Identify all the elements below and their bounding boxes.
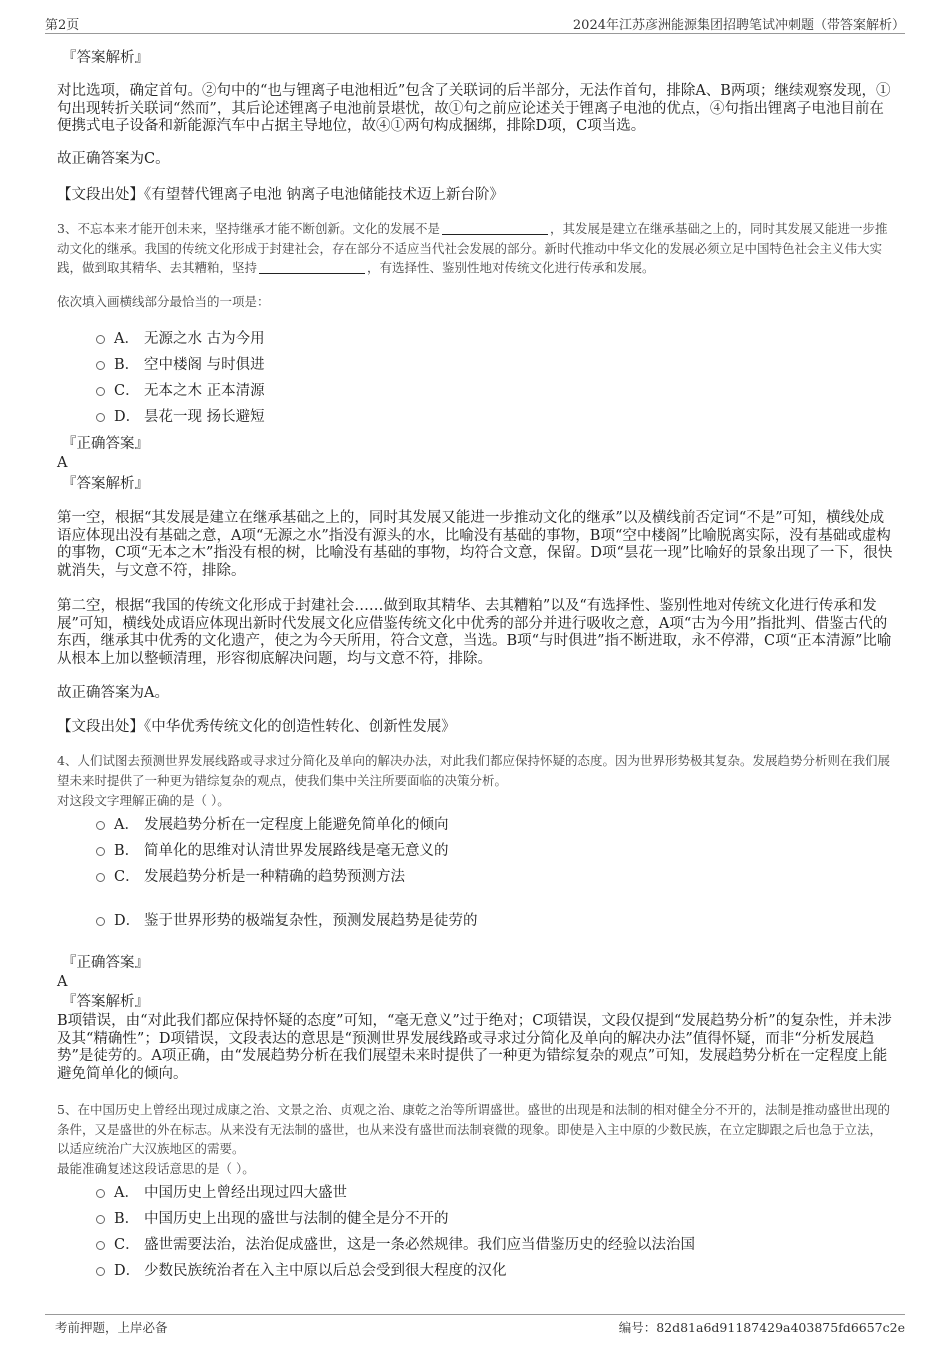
q2-conclusion: 故正确答案为C。 bbox=[57, 151, 170, 167]
q3-option-a[interactable] bbox=[96, 328, 265, 350]
q4-option-c[interactable] bbox=[96, 866, 405, 888]
option-text: 空中楼阁 与时俱进 bbox=[144, 357, 265, 373]
radio-icon[interactable] bbox=[96, 361, 105, 370]
option-text: 中国历史上出现的盛世与法制的健全是分不开的 bbox=[144, 1211, 449, 1227]
radio-icon[interactable] bbox=[96, 335, 105, 344]
q5-prompt: 最能准确复述这段话意思的是（ ）。 bbox=[57, 1161, 255, 1176]
q4-answer-label: 『正确答案』 bbox=[62, 955, 149, 971]
option-letter: A． bbox=[114, 817, 139, 833]
option-text: 无本之木 正本清源 bbox=[144, 383, 265, 399]
q2-source: 【文段出处】《有望替代锂离子电池 钠离子电池储能技术迈上新台阶》 bbox=[57, 187, 504, 203]
option-letter: A． bbox=[114, 331, 139, 347]
q3-analysis-label: 『答案解析』 bbox=[62, 476, 149, 492]
q3-stem-part-1: 3、不忘本来才能开创未来，坚持继承才能不断创新。文化的发展不是 bbox=[57, 221, 440, 236]
option-text: 无源之水 古为今用 bbox=[144, 331, 265, 347]
q4-option-a[interactable] bbox=[96, 814, 449, 836]
option-letter: D． bbox=[114, 409, 141, 425]
option-letter: B． bbox=[114, 1211, 140, 1227]
option-letter: C． bbox=[114, 869, 140, 885]
q3-answer-label: 『正确答案』 bbox=[62, 436, 149, 452]
q3-stem-part-3: ，有选择性、鉴别性地对传统文化进行传承和发展。 bbox=[367, 260, 655, 276]
option-text: 鉴于世界形势的极端复杂性，预测发展趋势是徒劳的 bbox=[144, 913, 478, 929]
q4-answer: A bbox=[57, 974, 68, 990]
footer-slogan: 考前押题，上岸必备 bbox=[55, 1320, 168, 1335]
radio-icon[interactable] bbox=[96, 1267, 105, 1276]
option-letter: B． bbox=[114, 357, 140, 373]
q5-option-c[interactable] bbox=[96, 1234, 695, 1256]
q3-source: 【文段出处】《中华优秀传统文化的创造性转化、创新性发展》 bbox=[57, 719, 456, 735]
q3-analysis-p1: 第一空，根据“其发展是建立在继承基础之上的，同时其发展又能进一步推动文化的继承”以及横线前否定词“不是”可知，横线处成语应体现出没有基础之意，A项“无源之水”指没有源头的水，比喻没有基础的事物，B项“空中楼阁”比喻脱离实际，没有基础或虚构的事物，C项“无本之木”指没有根的树，比喻没有基础的事物，均符合文意，保留。D项“昙花一现”比喻好的景象出现了一下，很快就消失，与文意不符，排除。 bbox=[57, 510, 893, 579]
q3-answer: A bbox=[57, 455, 68, 471]
page-number: 第2页 bbox=[45, 18, 80, 33]
document-id: 编号：82d81a6d91187429a403875fd6657c2e bbox=[618, 1320, 905, 1335]
q5-option-a[interactable] bbox=[96, 1182, 347, 1204]
q4-option-d[interactable] bbox=[96, 910, 478, 932]
option-text: 昙花一现 扬长避短 bbox=[144, 409, 265, 425]
page-header bbox=[45, 12, 905, 34]
radio-icon[interactable] bbox=[96, 917, 105, 926]
q4-analysis-text: B项错误，由“对此我们都应保持怀疑的态度”可知，“毫无意义”过于绝对；C项错误，文段仅提到“发展趋势分析”的复杂性，并未涉及其“精确性”；D项错误，文段表达的意思是“预测世界发展线路或寻求过分简化及单向的解决办法”值得怀疑，而非“分析发展趋势”是徒劳的。A项正确，由“发展趋势分析在我们展望未来时提供了一种更为错综复杂的观点”可知，发展趋势分析在一定程度上能避免简单化的倾向。 bbox=[57, 1013, 892, 1082]
page-footer bbox=[45, 1314, 905, 1335]
radio-icon[interactable] bbox=[96, 1215, 105, 1224]
option-text: 盛世需要法治，法治促成盛世，这是一条必然规律。我们应当借鉴历史的经验以法治国 bbox=[144, 1237, 695, 1253]
q2-analysis-label: 『答案解析』 bbox=[62, 50, 149, 66]
option-text: 发展趋势分析是一种精确的趋势预测方法 bbox=[144, 869, 405, 885]
q3-option-d[interactable] bbox=[96, 406, 265, 428]
q3-blank-1 bbox=[442, 223, 548, 235]
q3-option-b[interactable] bbox=[96, 354, 265, 376]
q3-prompt: 依次填入画横线部分最恰当的一项是： bbox=[57, 294, 270, 309]
q4-prompt: 对这段文字理解正确的是（ ）。 bbox=[57, 793, 230, 808]
radio-icon[interactable] bbox=[96, 821, 105, 830]
option-letter: D． bbox=[114, 913, 141, 929]
radio-icon[interactable] bbox=[96, 1241, 105, 1250]
q3-blank-2 bbox=[259, 262, 365, 274]
option-text: 简单化的思维对认清世界发展路线是毫无意义的 bbox=[144, 843, 449, 859]
radio-icon[interactable] bbox=[96, 1189, 105, 1198]
q4-option-b[interactable] bbox=[96, 840, 449, 862]
option-text: 中国历史上曾经出现过四大盛世 bbox=[144, 1185, 347, 1201]
q3-stem-part-2: ，其发展是建立在继承基础之上的，同时其发展又能进一步推动文化的继承。我国的传统文化形成于封建社会，存在部分不适应当代社会发展的部分。新时代推动中华文化的发展必须立足中国特色社会主义伟大实践，做到取其精华、去其糟粕，坚持 bbox=[57, 221, 888, 276]
q2-analysis-text: 对比选项，确定首句。②句中的“也与锂离子电池相近”包含了关联词的后半部分，无法作首句，排除A、B两项；继续观察发现，①句出现转折关联词“然而”，其后论述锂离子电池前景堪忧，故①句之前应论述关于锂离子电池的优点，④句指出锂离子电池目前在便携式电子设备和新能源汽车中占据主导地位，故④①两句构成捆绑，排除D项，C项当选。 bbox=[57, 83, 891, 135]
q5-option-d[interactable] bbox=[96, 1260, 507, 1282]
radio-icon[interactable] bbox=[96, 387, 105, 396]
q3-option-c[interactable] bbox=[96, 380, 265, 402]
option-letter: B． bbox=[114, 843, 140, 859]
q5-stem: 5、在中国历史上曾经出现过成康之治、文景之治、贞观之治、康乾之治等所谓盛世。盛世的出现是和法制的相对健全分不开的，法制是推动盛世出现的条件，又是盛世的外在标志。从来没有无法制的盛世，也从来没有盛世而法制衰微的现象。即使是入主中原的少数民族，在立定脚跟之后也急于立法，以适应统治广大汉族地区的需要。 bbox=[57, 1102, 890, 1157]
q4-stem: 4、人们试图去预测世界发展线路或寻求过分简化及单向的解决办法，对此我们都应保持怀疑的态度。因为世界形势极其复杂。发展趋势分析则在我们展望未来时提供了一种更为错综复杂的观点，使我们集中关注所要面临的决策分析。 bbox=[57, 753, 890, 788]
q3-analysis-p2: 第二空，根据“我国的传统文化形成于封建社会……做到取其精华、去其糟粕”以及“有选择性、鉴别性地对传统文化进行传承和发展”可知，横线处成语应体现出新时代发展文化应借鉴传统文化中优秀的部分并进行吸收之意，A项“古为今用”指批判、借鉴古代的东西，继承其中优秀的文化遗产，使之为今天所用，符合文意，当选。B项“与时俱进”指不断进取，永不停滞，C项“正本清源”比喻从根本上加以整顿清理，形容彻底解决问题，均与文意不符，排除。 bbox=[57, 598, 892, 667]
option-letter: C． bbox=[114, 383, 140, 399]
radio-icon[interactable] bbox=[96, 413, 105, 422]
option-letter: C． bbox=[114, 1237, 140, 1253]
radio-icon[interactable] bbox=[96, 873, 105, 882]
q3-conclusion: 故正确答案为A。 bbox=[57, 685, 169, 701]
q4-analysis-label: 『答案解析』 bbox=[62, 994, 149, 1010]
q5-option-b[interactable] bbox=[96, 1208, 449, 1230]
option-letter: D． bbox=[114, 1263, 141, 1279]
option-text: 少数民族统治者在入主中原以后总会受到很大程度的汉化 bbox=[144, 1263, 507, 1279]
q3-stem bbox=[57, 219, 893, 278]
document-title: 2024年江苏彦洲能源集团招聘笔试冲刺题（带答案解析） bbox=[572, 18, 905, 33]
radio-icon[interactable] bbox=[96, 847, 105, 856]
option-text: 发展趋势分析在一定程度上能避免简单化的倾向 bbox=[144, 817, 449, 833]
option-letter: A． bbox=[114, 1185, 139, 1201]
